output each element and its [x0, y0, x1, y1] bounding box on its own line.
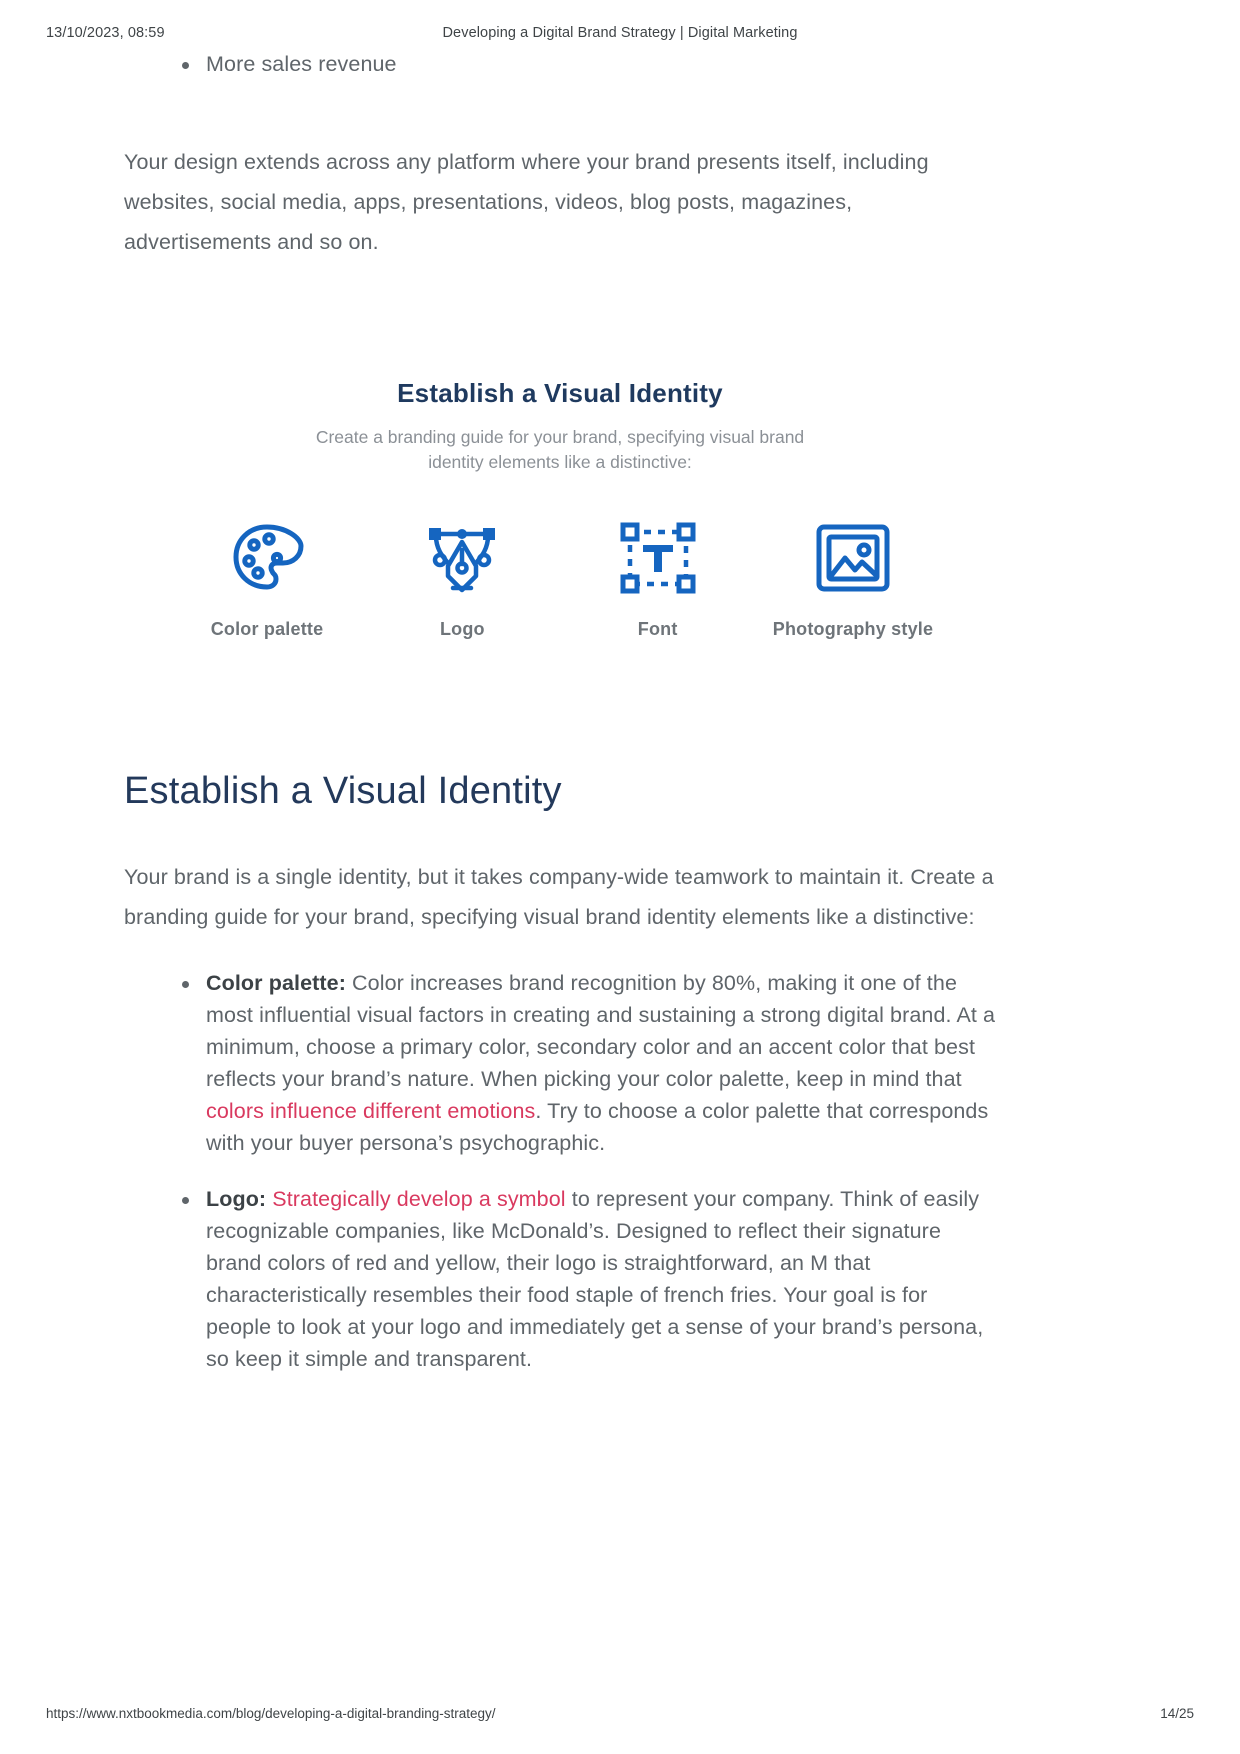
- list-item: [124, 1183, 996, 1375]
- link-strategically-develop-symbol[interactable]: Strategically develop a symbol: [272, 1187, 566, 1211]
- pen-nib-icon: [367, 519, 557, 597]
- print-header-title: Developing a Digital Brand Strategy | Digital Marketing: [442, 25, 798, 41]
- infographic-item-label: Color palette: [210, 619, 324, 639]
- section-bullet-list: [124, 967, 996, 1375]
- print-header-date: 13/10/2023, 08:59: [46, 25, 165, 41]
- link-colors-influence-emotions[interactable]: colors influence different emotions: [206, 1099, 536, 1123]
- print-footer-url: https://www.nxtbookmedia.com/blog/developing-a-digital-branding-strategy/: [46, 1706, 496, 1721]
- infographic-item-label: Font: [637, 619, 678, 639]
- infographic-item-font: [563, 519, 753, 642]
- infographic-item-label: Logo: [439, 619, 485, 639]
- infographic-subtitle: Create a branding guide for your brand, specifying visual brand identity elements like a distinctive:: [315, 427, 805, 472]
- document-content: [124, 48, 996, 262]
- top-bullet-list: [124, 48, 996, 80]
- bullet-text-before: Color increases brand recognition by 80%, making it one of the most influential visual factors in creating and sustaining a strong digital brand. At a minimum, choose a primary color, secondary color and an accent color that best reflects your brand’s nature. When picking your color palette, keep in mind that: [206, 971, 996, 1091]
- infographic-item-logo: [367, 519, 557, 642]
- infographic-item-color-palette: [172, 519, 362, 642]
- spacer: [124, 80, 996, 142]
- print-footer: [46, 1706, 1194, 1726]
- print-header: [46, 25, 1194, 45]
- intro-paragraph: Your design extends across any platform where your brand presents itself, including websites, social media, apps, presentations, videos, blog posts, magazines, advertisements and so on.: [124, 150, 929, 254]
- palette-icon: [172, 519, 362, 597]
- page-title: Establish a Visual Identity: [124, 770, 562, 812]
- print-footer-page-number: 14/25: [1160, 1706, 1194, 1721]
- infographic-item-photography-style: [758, 519, 948, 642]
- image-frame-icon: [758, 519, 948, 597]
- bullet-term: Color palette:: [206, 971, 346, 995]
- bullet-text-after: . Try to choose a color palette that corresponds with your buyer persona’s psychographic.: [206, 1099, 989, 1155]
- list-item: More sales revenue: [124, 48, 996, 80]
- section-paragraph: Your brand is a single identity, but it takes company-wide teamwork to maintain it. Create a branding guide for your brand, specifying visual brand identity elements like a distinctive:: [124, 865, 994, 929]
- infographic-item-label: Photography style: [772, 619, 934, 639]
- section-establish-visual-identity: [124, 770, 996, 1399]
- infographic-items: [124, 519, 996, 642]
- bullet-term: Logo:: [206, 1187, 267, 1211]
- text-selection-icon: [563, 519, 753, 597]
- bullet-text-after: to represent your company. Think of easily recognizable companies, like McDonald’s. Designed to reflect their signature brand colors of red and yellow, their logo is straightforward, an M that characteristically resembles their food staple of french fries. Your goal is for people to look at your logo and immediately get a sense of your brand’s persona, so keep it simple and transparent.: [206, 1187, 984, 1371]
- infographic-visual-identity: [124, 378, 996, 642]
- infographic-title: Establish a Visual Identity: [397, 378, 723, 408]
- list-item: [124, 967, 996, 1159]
